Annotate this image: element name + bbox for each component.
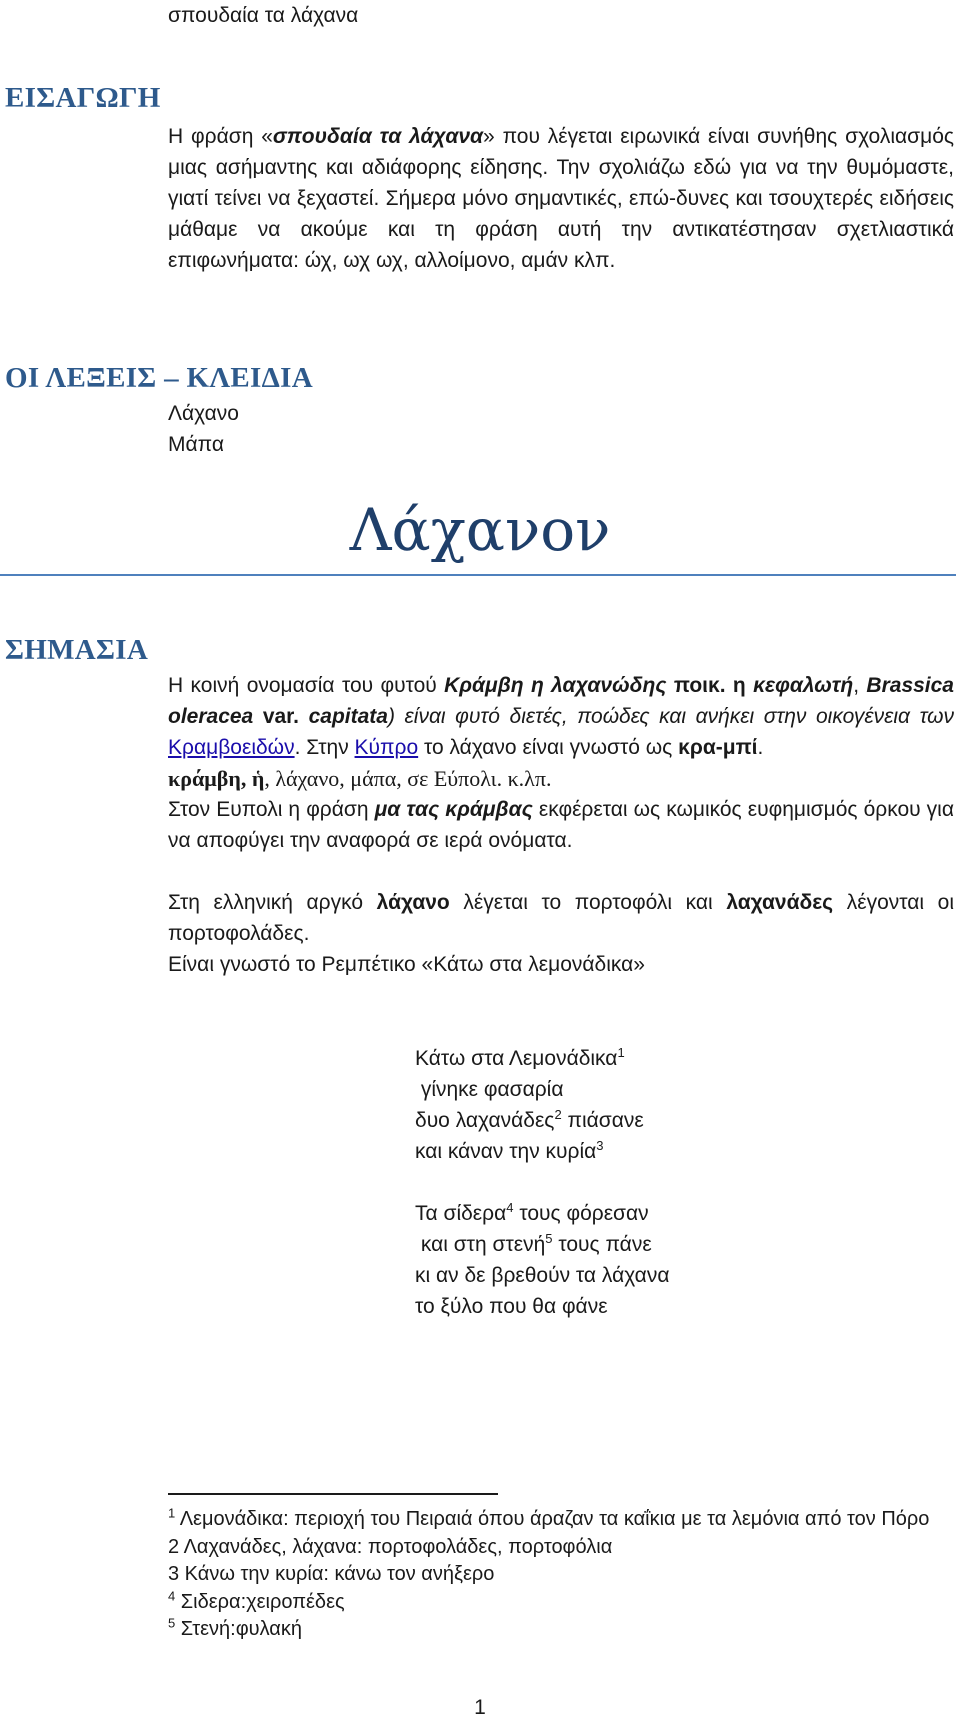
footnote-separator: [168, 1493, 498, 1495]
poem-line: Τα σίδερα$^4$ τους φόρεσαν: [415, 1200, 649, 1225]
oath-phrase: μα τας κράμβας: [374, 798, 533, 821]
meaning-heading: ΣΗΜΑΣΙΑ: [5, 634, 149, 666]
meaning-text: το λάχανο είναι γνωστό ως: [418, 736, 679, 759]
title-rule: [0, 574, 956, 576]
intro-heading: ΕΙΣΑΓΩΓΗ: [5, 82, 161, 114]
main-title: Λάχανον: [349, 496, 611, 564]
latin-name: Brassica oleracea: [168, 674, 954, 728]
meaning-text: Η κοινή ονομασία του φυτού: [168, 674, 445, 697]
meaning-text: . Στην: [294, 736, 355, 759]
meaning-paragraph: [168, 670, 954, 980]
link-kypros[interactable]: Κύπρο: [354, 736, 419, 759]
running-title: σπουδαία τα λάχανα: [168, 4, 359, 27]
poem-line: γίνηκε φασαρία: [415, 1078, 564, 1101]
meaning-text: ,: [853, 674, 867, 697]
eupolis-text: εκφέρεται ως κωμικός ευφημισμός όρκου για να αποφύγει την αναφορά σε ιερά ονόματα.: [168, 798, 954, 852]
argot-text: λέγεται το πορτοφόλι και: [449, 891, 727, 914]
page-number: 1: [474, 1696, 486, 1719]
poem-line: και κάναν την κυρία$^3$: [415, 1138, 604, 1163]
link-kramvoeidon[interactable]: Κραμβοειδών: [168, 736, 295, 759]
lexicon-line: [168, 763, 954, 794]
poem-line: Κάτω στα Λεμονάδικα$^1$: [415, 1045, 625, 1070]
footnote-1: $^1$ Λεμονάδικα: περιοχή του Πειραιά όπου άραζαν τα καΐκια με τα λεμόνια από τον Πόρο: [168, 1505, 930, 1530]
song-line: Είναι γνωστό το Ρεμπέτικο «Κάτω στα λεμονάδικα»: [168, 953, 645, 976]
keywords-list: [168, 398, 239, 460]
meaning-text: .: [757, 736, 764, 759]
argot-text: λέγονται οι πορτοφολάδες.: [168, 891, 955, 945]
meaning-text: var.: [253, 705, 309, 728]
keywords-heading: ΟΙ ΛΕΞΕΙΣ – ΚΛΕΙΔΙΑ: [5, 362, 313, 394]
argot-text: Στη ελληνική αργκό: [168, 891, 377, 914]
poem-stanza-1: [415, 1043, 644, 1167]
argot-term: λάχανο: [376, 891, 450, 914]
variety-name: κεφαλωτή: [753, 674, 854, 697]
footnote-3: 3 Κάνω την κυρία: κάνω τον ανήξερο: [168, 1563, 495, 1585]
meaning-text: ) είναι φυτό διετές, ποώδες και ανήκει στην οικογένεια των: [387, 705, 954, 728]
intro-phrase: σπουδαία τα λάχανα: [272, 125, 484, 148]
lexicon-entry: κράμβη, ἡ: [168, 766, 265, 791]
eupolis-text: Στον Ευπολι η φράση: [168, 798, 375, 821]
intro-text-c: » που λέγεται ειρωνικά είναι συνήθης σχολιασμός μιας ασήμαντης και αδιάφορης είδησης. Την σχολιάζω εδώ για να την θυμόμαστε, γιατί τείνει να ξεχαστεί. Σήμερα μόνο σημαντικές, επώ-δυνες και τσουχτερές ειδήσεις μάθαμε να ακούμε και τη φράση αυτή την αντικατέστησαν σχετλιαστικά επιφωνήματα: ώχ, ωχ ωχ, αλλοίμονο, αμάν κλπ.: [168, 125, 955, 272]
latin-variety: capitata: [308, 705, 388, 728]
intro-paragraph: [168, 121, 954, 276]
species-name: Κράμβη η λαχανώδης: [444, 674, 667, 697]
krampi-term: κρα-μπί: [678, 736, 758, 759]
footnote-4: $^4$ Σιδερα:χειροπέδες: [168, 1587, 345, 1613]
lexicon-rest: , λάχανο, μάπα, σε Εύπολι. κ.λπ.: [264, 766, 552, 791]
poem-line: δυο λαχανάδες$^2$ πιάσανε: [415, 1107, 644, 1132]
poem-line: το ξύλο που θα φάνε: [415, 1295, 608, 1318]
poem-line: και στη στενή$^5$ τους πάνε: [415, 1231, 652, 1256]
argot-term: λαχανάδες: [726, 891, 834, 914]
keyword-item: Λάχανο: [168, 402, 239, 425]
poem-stanza-2: [415, 1198, 669, 1322]
keyword-item: Μάπα: [168, 433, 224, 456]
meaning-text: ποικ. η: [666, 674, 754, 697]
intro-text-a: Η φράση «: [168, 125, 273, 148]
footnote-2: 2 Λαχανάδες, λάχανα: πορτοφολάδες, πορτοφόλια: [168, 1535, 613, 1558]
footnote-5: $^5$ Στενή:φυλακή: [168, 1615, 302, 1640]
footnotes: [168, 1506, 954, 1644]
poem-line: κι αν δε βρεθούν τα λάχανα: [415, 1264, 670, 1287]
